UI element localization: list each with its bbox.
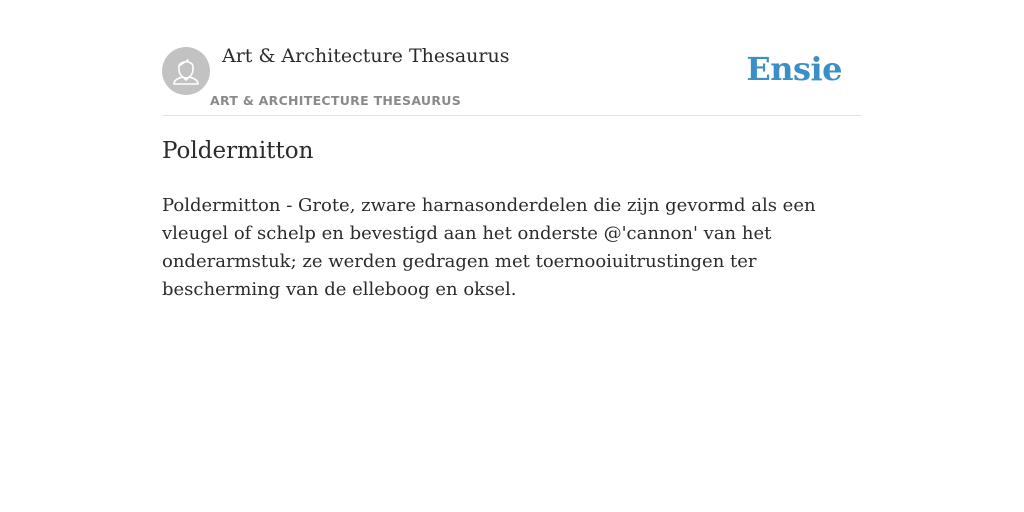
entry-title: Poldermitton [162,138,314,164]
content-container [162,0,862,300]
source-subtitle-link[interactable]: ART & ARCHITECTURE THESAURUS [210,93,462,108]
user-silhouette-icon [162,47,210,95]
source-title-link[interactable]: Art & Architecture Thesaurus [222,45,510,67]
avatar[interactable] [162,47,210,95]
brand-logo[interactable]: Ensie [746,50,842,88]
source-header [162,0,862,116]
entry-definition: Poldermitton - Grote, zware harnasonderdelen die zijn gevormd als een vleugel of schelp en bevestigd aan het onderste @'cannon' van het onderarmstuk; ze werden gedragen met toernooiuitrustingen ter bescherming van de elleboog en oksel. [162,195,816,300]
